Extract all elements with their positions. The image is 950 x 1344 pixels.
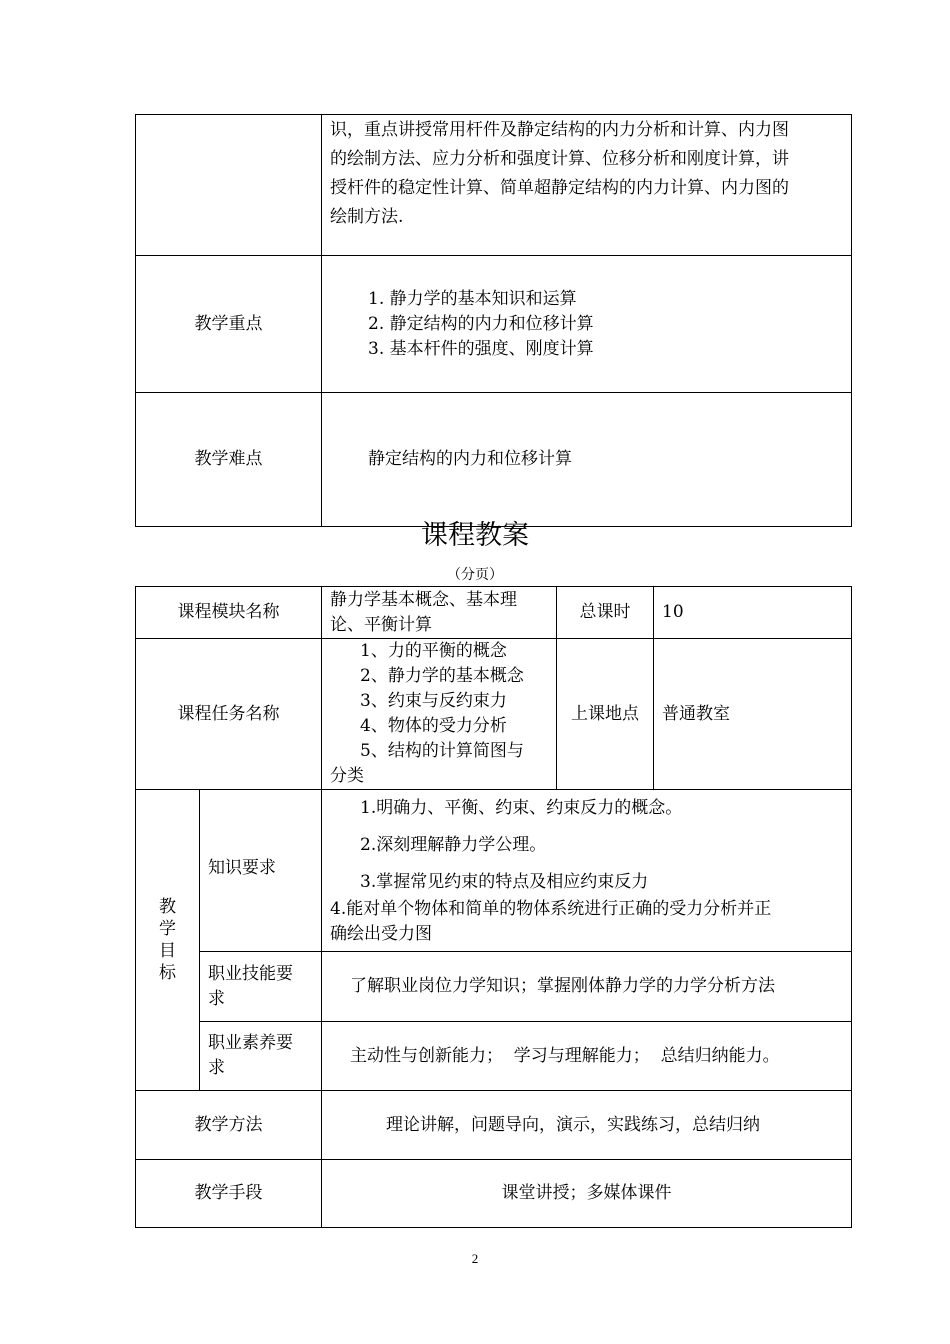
module-name-line: 论、平衡计算 [330, 614, 432, 635]
module-name-label: 课程模块名称 [136, 587, 322, 639]
key-points-cell [322, 256, 852, 393]
quality-label-line: 职业素养要 [208, 1033, 293, 1053]
module-name-value [322, 587, 557, 639]
key-points-label: 教学重点 [136, 256, 322, 393]
objectives-char: 学 [159, 919, 176, 939]
skills-value: 了解职业岗位力学知识；掌握刚体静力学的力学分析方法 [322, 952, 852, 1022]
skills-label-line: 求 [208, 988, 225, 1009]
task-item: 1、力的平衡的概念 [360, 641, 507, 661]
knowledge-item: 2.深刻理解静力学公理。 [360, 835, 547, 855]
teaching-means-label: 教学手段 [136, 1160, 322, 1228]
module-name-line: 静力学基本概念、基本理 [330, 589, 517, 610]
page-title: 课程教案 [421, 520, 529, 551]
lesson-plan-table [135, 586, 852, 1228]
task-item: 4、物体的受力分析 [360, 716, 507, 736]
total-hours-label: 总课时 [557, 587, 654, 639]
knowledge-item: 1.明确力、平衡、约束、约束反力的概念。 [360, 798, 683, 818]
difficulties-value: 静定结构的内力和位移计算 [322, 393, 852, 527]
key-point-item: 1. 静力学的基本知识和运算 [368, 288, 577, 309]
empty-label-cell [136, 115, 322, 256]
objectives-char: 标 [159, 963, 176, 983]
task-name-label: 课程任务名称 [136, 639, 322, 790]
teaching-method-label: 教学方法 [136, 1091, 322, 1160]
task-name-value [322, 639, 557, 790]
knowledge-label: 知识要求 [200, 790, 322, 952]
description-line: 授杆件的稳定性计算、简单超静定结构的内力计算、内力图的 [330, 178, 789, 198]
description-line: 识，重点讲授常用杆件及静定结构的内力分析和计算、内力图 [330, 120, 789, 140]
knowledge-item: 3.掌握常见约束的特点及相应约束反力 [360, 872, 649, 892]
skills-label-line: 职业技能要 [208, 963, 293, 984]
task-item: 分类 [330, 766, 364, 786]
course-description-table [135, 114, 852, 527]
quality-value: 主动性与创新能力； 学习与理解能力； 总结归纳能力。 [322, 1022, 852, 1091]
objectives-label [136, 790, 200, 1091]
teaching-means-value: 课堂讲授；多媒体课件 [322, 1160, 852, 1228]
knowledge-item: 4.能对单个物体和简单的物体系统进行正确的受力分析并正 [330, 899, 772, 919]
difficulties-label: 教学难点 [136, 393, 322, 527]
task-item: 3、约束与反约束力 [360, 691, 507, 711]
description-line: 的绘制方法、应力分析和强度计算、位移分析和刚度计算，讲 [330, 149, 789, 169]
task-item: 2、静力学的基本概念 [360, 666, 524, 686]
knowledge-item: 确绘出受力图 [330, 924, 432, 944]
quality-label-line: 求 [208, 1058, 225, 1078]
description-line: 绘制方法. [330, 207, 404, 227]
objectives-char: 教 [159, 897, 176, 917]
knowledge-items [322, 790, 852, 952]
skills-label [200, 952, 322, 1022]
task-item: 5、结构的计算简图与 [360, 741, 524, 761]
key-point-item: 3. 基本杆件的强度、刚度计算 [368, 338, 594, 359]
location-label: 上课地点 [557, 639, 654, 790]
page-number: 2 [471, 1251, 479, 1266]
quality-label [200, 1022, 322, 1091]
key-point-item: 2. 静定结构的内力和位移计算 [368, 313, 594, 334]
course-description-cell [322, 115, 852, 256]
teaching-method-value: 理论讲解，问题导向，演示，实践练习，总结归纳 [322, 1091, 852, 1160]
objectives-char: 目 [159, 941, 176, 961]
page-subtitle: （分页） [447, 567, 503, 583]
total-hours-value: 10 [654, 587, 852, 639]
location-value: 普通教室 [654, 639, 852, 790]
